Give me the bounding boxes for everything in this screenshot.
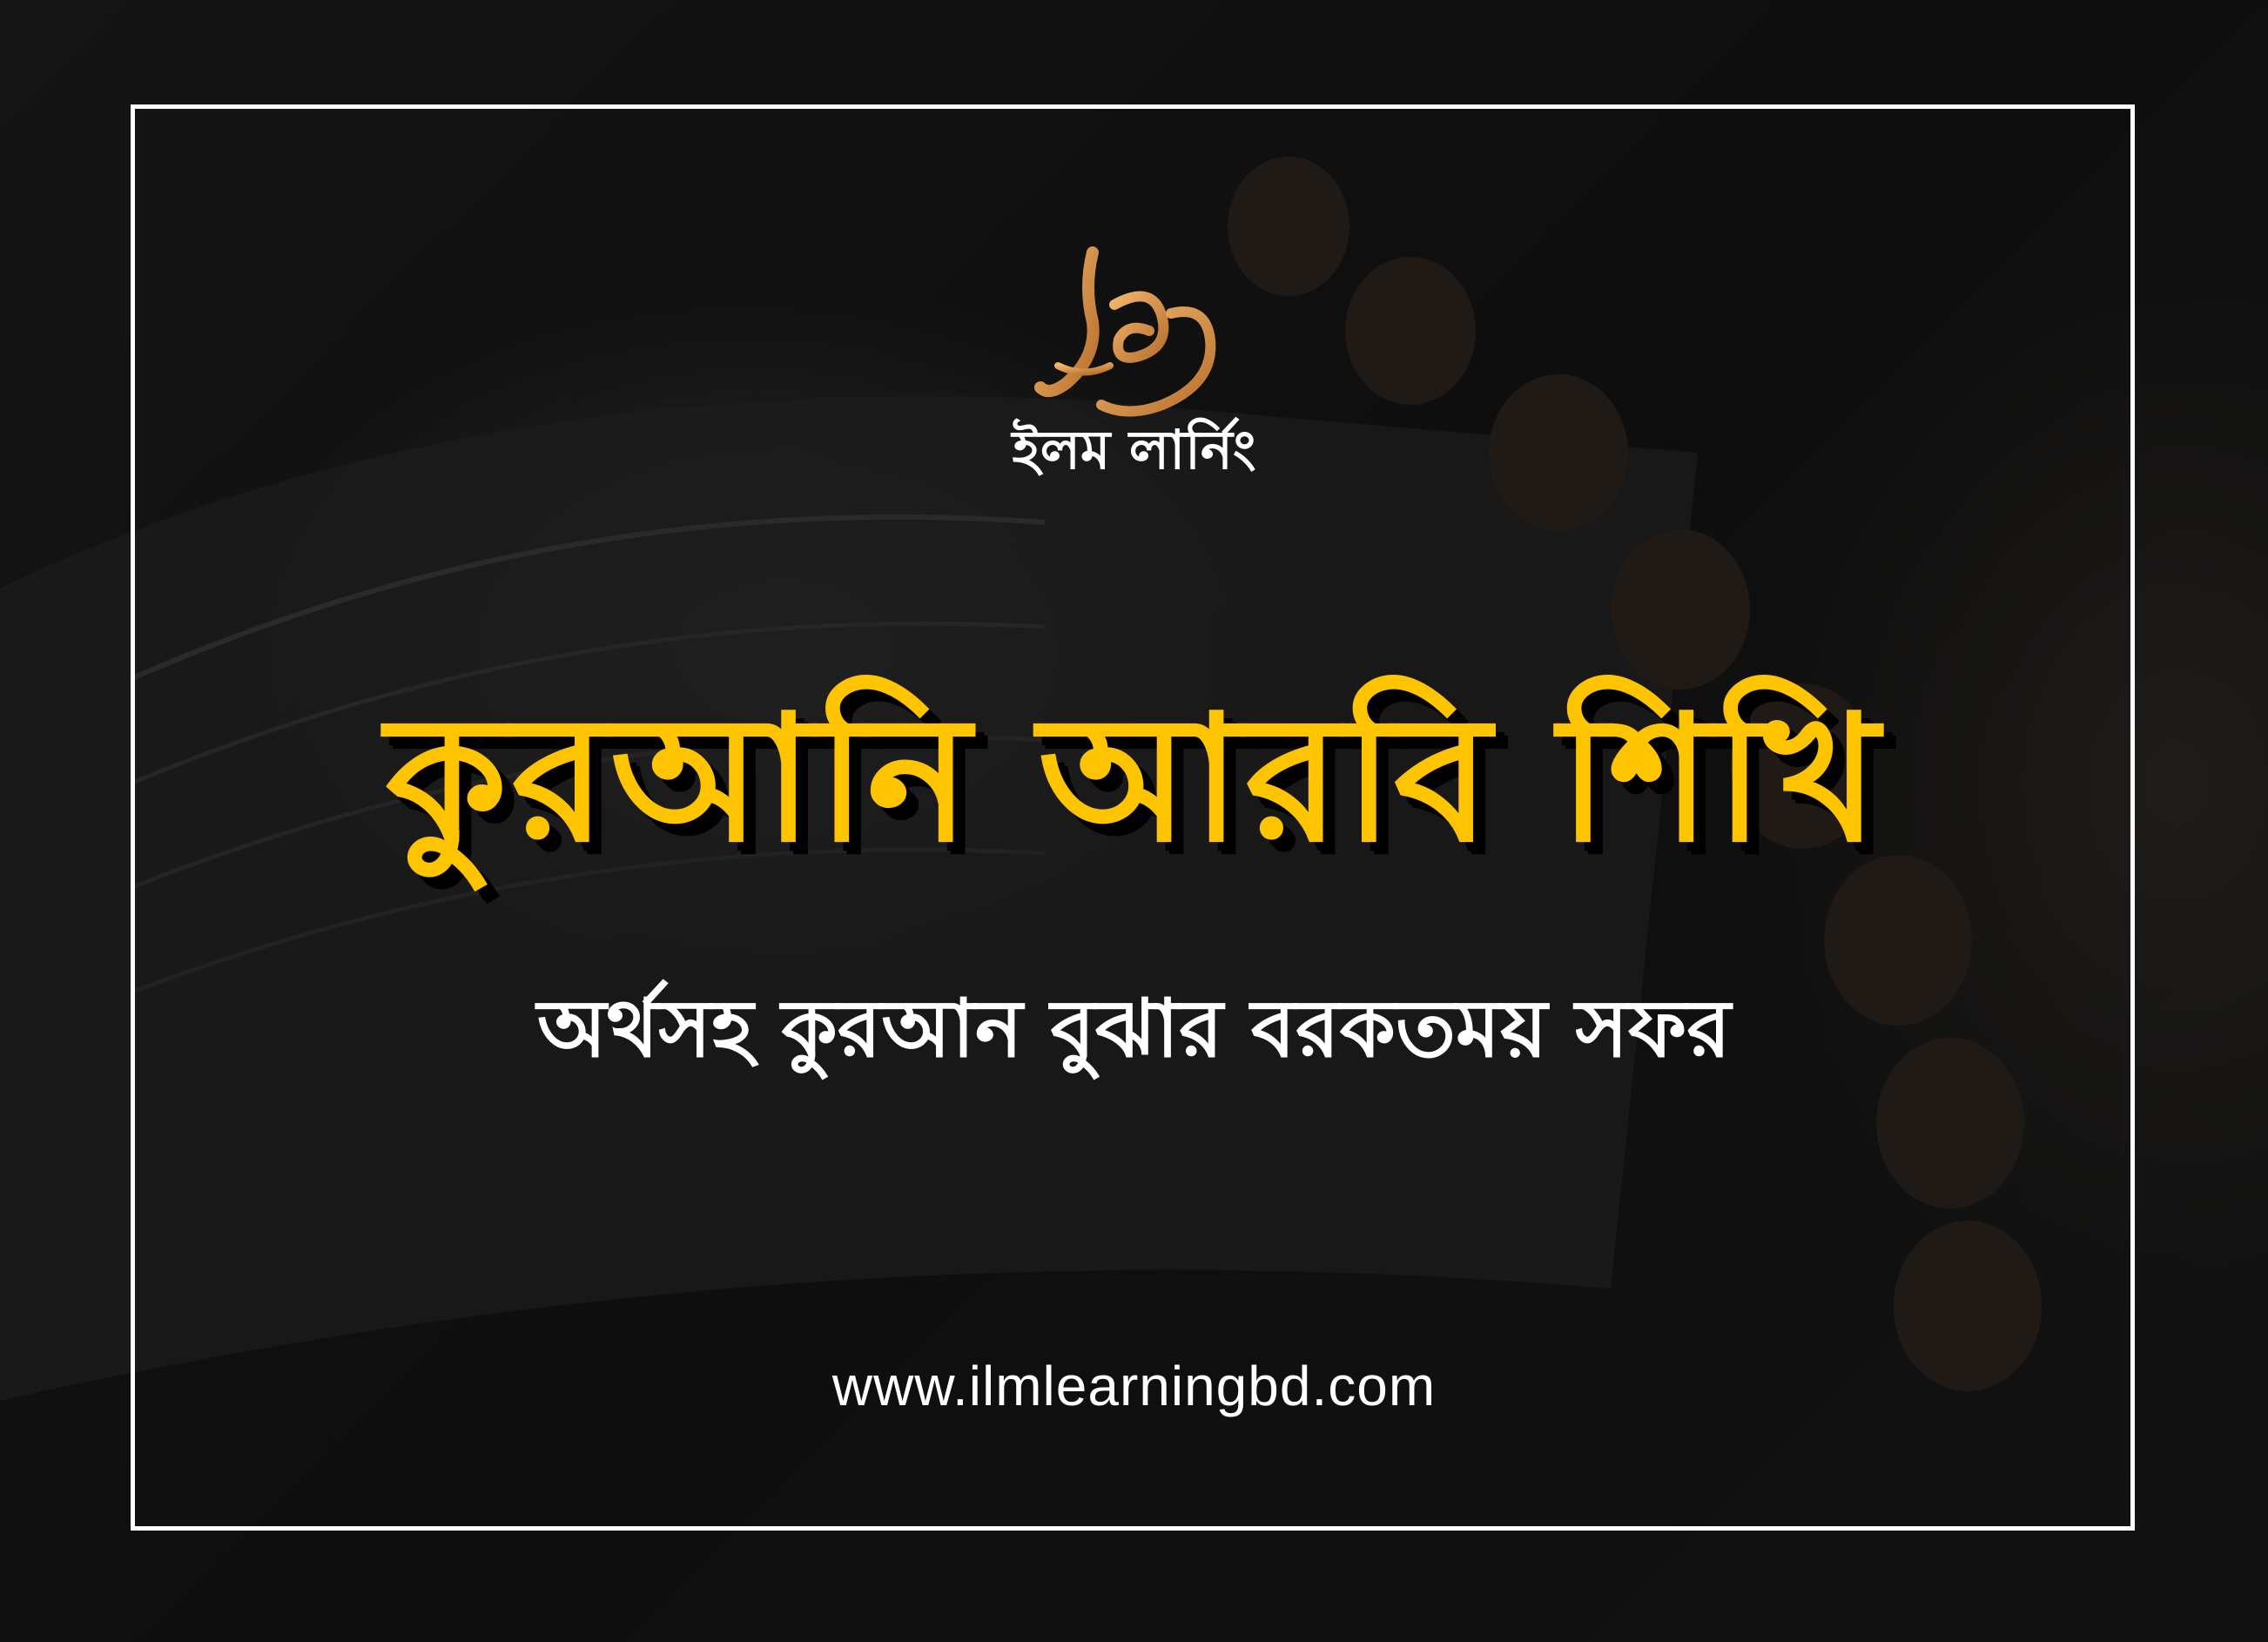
website-url: www.ilmlearningbd.com	[831, 1355, 1437, 1417]
brand-name: ইলম লার্নিং	[1012, 418, 1256, 481]
headline-subtitle: অর্থসহ কুরআন বুঝার বরকতময় সফর	[537, 982, 1731, 1075]
ilm-calligraphy-logo-icon	[1032, 235, 1232, 427]
headline-title: কুরআনি আরবি শিখি	[385, 678, 1883, 881]
